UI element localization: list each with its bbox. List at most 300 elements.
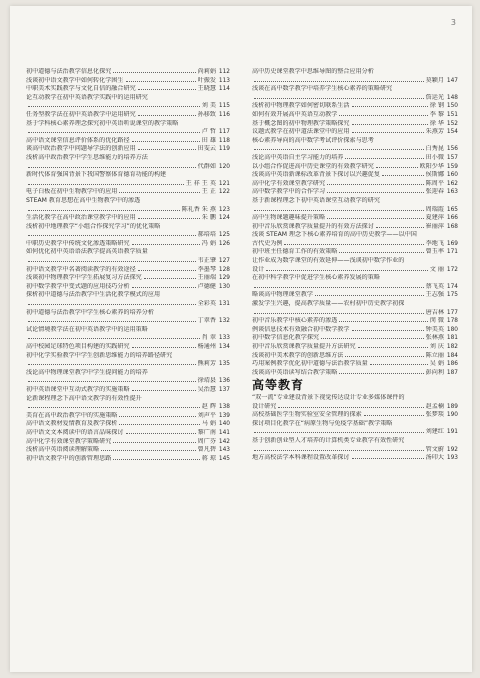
- dot-leader: [284, 244, 423, 245]
- toc-entry: [252, 102, 458, 111]
- toc-entry-author: 丁翠香: [197, 317, 216, 325]
- toc-entry-page: 162: [446, 180, 458, 187]
- toc-entry-page: 172: [446, 266, 458, 273]
- toc-entry-page: 154: [446, 129, 458, 136]
- toc-entry-page: 150: [446, 103, 458, 110]
- toc-entry: [26, 197, 230, 206]
- dot-leader: [132, 287, 196, 288]
- dot-leader: [321, 338, 424, 339]
- toc-entry-page: 148: [446, 94, 458, 101]
- toc-entry: [252, 111, 458, 120]
- toc-entry-title: 高中生物课题趣味提升策略: [252, 214, 326, 222]
- toc-entry-page: 118: [218, 137, 230, 144]
- dot-leader: [126, 81, 196, 82]
- toc-entry: [26, 214, 230, 223]
- toc-entry-title: 浅论高中物理课堂教学中学生提问能力的培养: [26, 368, 148, 376]
- toc-entry-title: 探析初中道德与法治教学中生活化教学模式的应用: [26, 291, 161, 299]
- toc-entry: [252, 291, 458, 300]
- toc-entry-author: 王晓慧: [197, 85, 216, 93]
- dot-leader: [28, 261, 196, 262]
- dot-leader: [254, 210, 424, 211]
- toc-entry: [26, 403, 230, 412]
- toc-entry-title: 在初中科学教学中促进学生核心素养发展的策略: [252, 274, 380, 282]
- toc-entry-author: 田小微: [425, 153, 444, 161]
- toc-entry-title: 初中化学实验教学中学生创新思维能力的培养路径研究: [26, 351, 173, 359]
- toc-entry: [26, 163, 230, 172]
- toc-entry: [26, 429, 230, 438]
- toc-entry-page: 135: [218, 361, 230, 368]
- toc-entry-page: 117: [218, 129, 230, 136]
- toc-entry-author: 王丽端: [197, 274, 216, 282]
- dot-leader: [327, 218, 424, 219]
- toc-entry-title: 初中音乐欣赏课教学质量提升的有效方法探讨: [252, 222, 374, 230]
- toc-entry: [252, 352, 458, 361]
- toc-entry-page: 187: [446, 369, 458, 376]
- toc-entry-title: 浅谈高中英语新课标改革背景下探讨以兴趣促复: [252, 171, 380, 179]
- toc-entry-page: 159: [446, 163, 458, 170]
- toc-entry-author: 郝培培: [197, 231, 216, 239]
- toc-entry: [26, 120, 230, 129]
- toc-entry: [252, 231, 458, 240]
- toc-entry-title: 以小组合作促进高中历史课堂的有效教学研究: [252, 162, 374, 170]
- toc-entry-title: 浅析高中政治教学中学生思维能力的培养方法: [26, 153, 148, 161]
- toc-entry: [252, 343, 458, 352]
- dot-leader: [28, 364, 196, 365]
- toc-entry-author: 侯斯娜: [425, 171, 444, 179]
- dot-leader: [101, 450, 196, 451]
- toc-entry-page: 137: [218, 386, 230, 393]
- page-number: 3: [450, 18, 456, 27]
- dot-leader: [28, 210, 180, 211]
- toc-entry-page: 174: [446, 283, 458, 290]
- toc-entry-author: 卢德健: [197, 282, 216, 290]
- toc-entry-page: 113: [218, 77, 230, 84]
- toc-entry-author: 李地飞: [425, 239, 444, 247]
- toc-entry-author: 徐靖县: [197, 377, 216, 385]
- dot-leader: [370, 364, 428, 365]
- toc-entry-author: 徐 钢: [429, 102, 444, 110]
- dot-leader: [376, 227, 424, 228]
- toc-entry-author: 张梦琰: [425, 411, 444, 419]
- toc-entry-page: 131: [218, 301, 230, 308]
- dot-leader: [28, 381, 196, 382]
- toc-entry-author: 王 正: [201, 188, 216, 196]
- toc-entry: [252, 223, 458, 232]
- toc-entry-title: 新时代体育强国背景下我国警察体育德育功能的构建: [26, 171, 167, 179]
- dot-leader: [119, 416, 195, 417]
- toc-entry-author: 曾凡碧: [197, 446, 216, 454]
- dot-leader: [132, 141, 200, 142]
- dot-leader: [138, 89, 196, 90]
- toc-entry: [26, 102, 230, 111]
- toc-entry-title: 浅谈高中英语读写结合教学策略: [252, 368, 338, 376]
- toc-entry-author: 赵 辉: [201, 403, 216, 411]
- toc-entry-author: 叶振发: [197, 76, 216, 84]
- toc-entry-author: 周广芬: [197, 437, 216, 445]
- toc-entry: [252, 411, 458, 420]
- toc-entry: [26, 360, 230, 369]
- toc-entry-page: 147: [446, 77, 458, 84]
- toc-entry-title: 初中语文教学中的创新管理思路: [26, 454, 112, 462]
- dot-leader: [254, 287, 424, 288]
- dot-leader: [352, 458, 424, 459]
- dot-leader: [352, 106, 428, 107]
- toc-entry-title: 高中语文教材爱情教育及教学探析: [26, 420, 118, 428]
- toc-entry-author: 陈立丽: [425, 351, 444, 359]
- toc-entry: [252, 394, 458, 403]
- toc-entry: [26, 85, 230, 94]
- toc-entry: [26, 455, 230, 464]
- toc-entry-page: 193: [446, 455, 458, 462]
- toc-entry: [26, 223, 230, 232]
- toc-entry-title: 初中音乐教学中核心素养的渗透: [252, 317, 338, 325]
- toc-entry-title: 初中音乐欣赏课教学质量提升方法研究: [252, 343, 356, 350]
- toc-entry: [252, 309, 458, 318]
- toc-entry-page: 191: [446, 429, 458, 436]
- toc-entry-title: 论互动教学在初中英语教学实践中的运用研究: [26, 93, 148, 101]
- toc-entry-title: 设计研究: [252, 402, 277, 410]
- toc-entry-author: 朱燕芳: [425, 128, 444, 136]
- toc-entry-title: 电子白板在初中生物教学中的应用: [26, 188, 118, 196]
- dot-leader: [364, 415, 424, 416]
- dot-leader: [345, 158, 423, 159]
- dot-leader: [315, 295, 424, 296]
- toc-right-column: [252, 68, 458, 463]
- toc-entry-title: 试论情境教学法在初中英语教学中的运用策略: [26, 325, 148, 333]
- toc-entry-page: 190: [446, 412, 458, 419]
- toc-entry: [26, 128, 230, 137]
- toc-entry-title: 让作业成为数学课堂的有效延伸——浅谈初中数学作业的: [252, 257, 405, 265]
- toc-entry: [252, 145, 458, 154]
- dot-leader: [28, 304, 196, 305]
- toc-entry-author: 王志强: [425, 291, 444, 299]
- dot-leader: [119, 192, 199, 193]
- toc-entry: [26, 145, 230, 154]
- toc-entry-author: 白秀昆: [425, 145, 444, 153]
- toc-entry: [252, 369, 458, 378]
- toc-entry-author: 莫颖月: [425, 76, 444, 84]
- toc-entry-title: 中职历史教学中传统文化渗透策略研究: [26, 239, 130, 247]
- toc-entry-author: 刘声平: [197, 411, 216, 419]
- toc-entry-title: 基于概念图的初中物理教学策略探究: [252, 119, 350, 127]
- toc-entry-title: 浅论高中英语自主学习能力的培养: [252, 153, 344, 161]
- toc-entry-author: 詹运光: [425, 93, 444, 101]
- toc-entry-title: 初中道德与法治教学信息化探究: [26, 68, 112, 75]
- toc-entry: [252, 420, 458, 429]
- toc-entry-author: 代群如: [197, 162, 216, 170]
- dot-leader: [144, 278, 196, 279]
- toc-entry-page: 160: [446, 172, 458, 179]
- toc-entry-page: 142: [218, 438, 230, 445]
- toc-entry-page: 181: [446, 335, 458, 342]
- toc-entry-title: STEAM 教育思想在高中生物教学中的渗透: [26, 196, 141, 204]
- toc-entry-page: 125: [218, 232, 230, 239]
- toc-entry-page: 178: [446, 318, 458, 325]
- toc-entry: [26, 377, 230, 386]
- toc-entry-page: 180: [446, 326, 458, 333]
- toc-entry-title: 高中历史课堂教学中思维导图的整合应用分析: [252, 68, 374, 75]
- dot-leader: [352, 330, 424, 331]
- toc-entry: [26, 111, 230, 120]
- toc-entry-author: 崔丽萍: [425, 222, 444, 230]
- toc-entry-title: 浅谈初中语文教学中如何转化学困生: [26, 76, 124, 84]
- toc-entry-title: 初中数学教学中变式题的应用技巧分析: [26, 282, 130, 290]
- toc-entry: [26, 94, 230, 103]
- toc-entry-title: 基于新课程理念下初中英语课堂互动教学的研究: [252, 196, 380, 204]
- toc-entry-author: 刘 美: [201, 102, 216, 110]
- toc-entry: [26, 291, 230, 300]
- toc-entry-author: 全彩英: [197, 300, 216, 308]
- toc-entry-page: 165: [446, 206, 458, 213]
- toc-entry: [26, 283, 230, 292]
- dot-leader: [254, 98, 424, 99]
- dot-leader: [28, 407, 200, 408]
- toc-entry-title: 浅谈初中美术教学的创新思维方法: [252, 351, 344, 359]
- toc-entry: [252, 360, 458, 369]
- toc-entry: [26, 154, 230, 163]
- toc-entry-page: 171: [446, 249, 458, 256]
- toc-entry: [26, 206, 230, 215]
- toc-entry-title: 基于创新创业型人才培养的计算机类专业教学有效性研究: [252, 436, 405, 444]
- toc-entry-page: 136: [218, 378, 230, 385]
- toc-entry: [252, 77, 458, 86]
- toc-entry-page: 156: [446, 146, 458, 153]
- dot-leader: [28, 235, 196, 236]
- toc-entry-author: 彭向利: [425, 368, 444, 376]
- dot-leader: [327, 184, 424, 185]
- toc-entry: [252, 257, 458, 266]
- toc-entry: [26, 317, 230, 326]
- toc-entry: [26, 231, 230, 240]
- toc-entry: [26, 395, 230, 404]
- toc-entry-page: 189: [446, 403, 458, 410]
- toc-entry: [252, 171, 458, 180]
- toc-entry-page: 152: [446, 120, 458, 127]
- dot-leader: [266, 270, 428, 271]
- toc-entry-author: 周瑞霞: [425, 205, 444, 213]
- toc-entry-page: 127: [218, 258, 230, 265]
- dot-leader: [28, 338, 200, 339]
- dot-leader: [28, 321, 196, 322]
- toc-entry-title: 设计: [252, 265, 265, 273]
- toc-entry-title: 中职美术实践教学与文化自信的融合研究: [26, 85, 136, 93]
- toc-entry: [252, 154, 458, 163]
- toc-entry-title: 论新课程理念下高中语文教学的有效性提升: [26, 394, 142, 402]
- toc-entry-title: 浅谈初中物理教学中学生拓展复习方法探究: [26, 274, 142, 282]
- toc-entry: [252, 274, 458, 283]
- toc-entry-author: 刘建红: [425, 428, 444, 436]
- toc-entry-title: 高中语文课堂信息评价体系的优化路径: [26, 136, 130, 144]
- toc-entry-author: 欧阳少华: [419, 162, 444, 170]
- toc-entry-page: 192: [446, 446, 458, 453]
- toc-entry-title: 初中班主任德育工作的有效策略: [252, 248, 338, 256]
- toc-entry: [26, 326, 230, 335]
- dot-leader: [138, 115, 196, 116]
- toc-entry: [252, 300, 458, 309]
- toc-entry: [252, 214, 458, 223]
- toc-entry-author: 王 祥 王 英: [185, 179, 216, 187]
- toc-entry-title: 激发学生兴趣，提高教学质量——农村初中历史教学初探: [252, 300, 405, 308]
- dot-leader: [382, 175, 424, 176]
- toc-entry-author: 唐吉林: [425, 308, 444, 316]
- toc-entry-title: 浅析初中地理教学“小组合作探究学习”的优化策略: [26, 222, 161, 230]
- toc-entry: [252, 163, 458, 172]
- toc-entry-title: 美育在高中政治教学中的实施策略: [26, 411, 118, 419]
- toc-entry: [252, 454, 458, 463]
- toc-entry-author: 孙移致: [197, 110, 216, 118]
- toc-entry: [252, 128, 458, 137]
- toc-entry-title: 初中语文教学中名著阅读教学的有效途径: [26, 265, 136, 273]
- toc-entry-title: 浅析初中物理教学如何密切联系生活: [252, 102, 350, 110]
- toc-entry-author: 文 丽: [429, 265, 444, 273]
- dot-leader: [132, 390, 196, 391]
- toc-entry: [26, 309, 230, 318]
- toc-entry-author: 尚莉娟: [197, 68, 216, 75]
- toc-entry-page: 112: [218, 69, 230, 75]
- dot-leader: [254, 81, 424, 82]
- dot-leader: [138, 270, 196, 271]
- dot-leader: [28, 106, 200, 107]
- dot-leader: [376, 167, 418, 168]
- toc-entry: [26, 420, 230, 429]
- toc-entry-title: “双一流”专业建设背景下视觉传达设计专业多媒体课件的: [252, 393, 405, 401]
- toc-entry-author: 张迎春: [425, 188, 444, 196]
- toc-entry-title: 高中数学教学中的合作学习: [252, 188, 326, 196]
- toc-entry-page: 140: [218, 421, 230, 428]
- toc-entry: [252, 188, 458, 197]
- toc-entry-author: 蔡飞英: [425, 282, 444, 290]
- toc-entry-author: 陈礼香 朱 燕: [181, 205, 216, 213]
- toc-entry-author: 闵 微: [429, 317, 444, 325]
- toc-entry-author: 陈周平: [425, 179, 444, 187]
- toc-entry-author: 卢 哲: [201, 128, 216, 136]
- dot-leader: [254, 432, 424, 433]
- toc-entry-page: 120: [218, 163, 230, 170]
- toc-left-column: [26, 68, 230, 463]
- toc-entry-title: 探讨项目化教学在“病原生物与免疫学基础”教学策略: [252, 419, 393, 427]
- toc-entry-page: 114: [218, 86, 230, 93]
- dot-leader: [132, 347, 196, 348]
- toc-entry-page: 141: [218, 429, 230, 436]
- toc-entry-page: 175: [446, 292, 458, 299]
- toc-entry: [252, 283, 458, 292]
- toc-entry: [252, 197, 458, 206]
- toc-entry-author: 曾玉率: [425, 248, 444, 256]
- toc-entry-title: 高中化学有效课堂教学研究: [252, 179, 326, 187]
- toc-entry-author: 田雯云: [197, 145, 216, 153]
- toc-entry-author: 韦正肇: [197, 257, 216, 265]
- toc-entry-page: 130: [218, 283, 230, 290]
- toc-entry-author: 李 黎: [429, 110, 444, 118]
- toc-entry-author: 张林燕: [425, 334, 444, 342]
- toc-entry: [26, 446, 230, 455]
- toc-entry-page: 163: [446, 189, 458, 196]
- toc-entry-title: 议题式教学在初中道法课堂中的应用: [252, 128, 350, 136]
- dot-leader: [339, 373, 423, 374]
- toc-entry-page: 184: [446, 352, 458, 359]
- toc-entry-author: 钟美英: [425, 325, 444, 333]
- toc-entry-title: 浅析高中英语阅读理解策略: [26, 446, 100, 454]
- dot-leader: [28, 167, 196, 168]
- toc-entry-title: 略谈高中物理课堂教学: [252, 291, 313, 299]
- toc-entry-page: 121: [218, 180, 230, 187]
- toc-entry-page: 182: [446, 344, 458, 350]
- toc-entry-title: 生活化教学在高中政治课堂教学中的应用: [26, 214, 136, 222]
- toc-entry: [252, 85, 458, 94]
- toc-entry: [26, 386, 230, 395]
- toc-entry-title: 谈高中政治教学中问题导学法的创新应用: [26, 145, 136, 153]
- toc-entry: [26, 248, 230, 257]
- toc-entry-page: 145: [218, 455, 230, 462]
- toc-entry-title: 浅谈在高中数学教学中培养学生核心素养的策略研究: [252, 85, 393, 93]
- toc-entry: [26, 334, 230, 343]
- section-heading: 高等教育: [252, 378, 305, 393]
- toc-entry-page: 126: [218, 240, 230, 247]
- toc-entry: [252, 403, 458, 412]
- toc-entry-title: 高中语文文本阅读中的语言品味探讨: [26, 428, 124, 436]
- toc-entry-author: 马 娟: [201, 420, 216, 428]
- toc-entry-title: 如何优化初中英语语法教学提高英语教学质量: [26, 248, 148, 256]
- toc-entry-title: 如何有效开展高中英语互动教学: [252, 110, 338, 118]
- toc-entry: [26, 438, 230, 447]
- toc-entry-title: 初中数学信息化教学探究: [252, 334, 320, 342]
- dot-leader: [327, 192, 424, 193]
- toc-entry-title: 地方高校法学本科课程设置改革探讨: [252, 454, 350, 462]
- toc-entry: [252, 120, 458, 129]
- toc-entry: [26, 77, 230, 86]
- dot-leader: [28, 132, 200, 133]
- toc-entry: [252, 206, 458, 215]
- dot-leader: [113, 459, 199, 460]
- toc-entry-author: 汤印大: [425, 454, 444, 462]
- dot-leader: [339, 115, 427, 116]
- dot-leader: [119, 424, 199, 425]
- toc-entry: [252, 446, 458, 455]
- dot-leader: [126, 433, 196, 434]
- toc-entry: [252, 180, 458, 189]
- toc-entry-title: 初中英语课堂中互动式教学的实施策略: [26, 385, 130, 393]
- toc-entry-author: 朱 鹏: [201, 214, 216, 222]
- toc-entry-author: 赵孟楠: [425, 402, 444, 410]
- toc-entry: [252, 240, 458, 249]
- toc-entry: [252, 317, 458, 326]
- toc-entry-author: 杨通州: [197, 343, 216, 350]
- dot-leader: [339, 252, 423, 253]
- toc-entry-page: 115: [218, 103, 230, 110]
- toc-entry-title: 浅谈 STEAM 理念下核心素养培育的高中历史教学——以中国: [252, 231, 417, 239]
- toc-entry: [26, 369, 230, 378]
- toc-entry-author: 徐 华: [429, 119, 444, 127]
- dot-leader: [254, 149, 424, 150]
- toc-entry-author: 刘 庆: [429, 343, 444, 350]
- toc-entry: [26, 137, 230, 146]
- dot-leader: [358, 347, 428, 348]
- toc-entry-page: 119: [218, 146, 230, 153]
- toc-entry-page: 157: [446, 154, 458, 161]
- toc-entry-page: 169: [446, 240, 458, 247]
- toc-entry-title: 高校基础医学生物实验室安全管理的探索: [252, 411, 362, 419]
- toc-entry-title: 初中道德与法治教学中学生核心素养的培养分析: [26, 308, 154, 316]
- toc-entry-page: 177: [446, 309, 458, 316]
- toc-entry-page: 168: [446, 223, 458, 230]
- dot-leader: [352, 132, 424, 133]
- toc-entry: [26, 68, 230, 77]
- toc-entry-page: 122: [218, 189, 230, 196]
- toc-entry-title: 任务型教学法在初中英语教学中运用研究: [26, 110, 136, 118]
- toc-entry: [26, 240, 230, 249]
- toc-entry-author: 熊莉芳: [197, 360, 216, 368]
- dot-leader: [254, 313, 424, 314]
